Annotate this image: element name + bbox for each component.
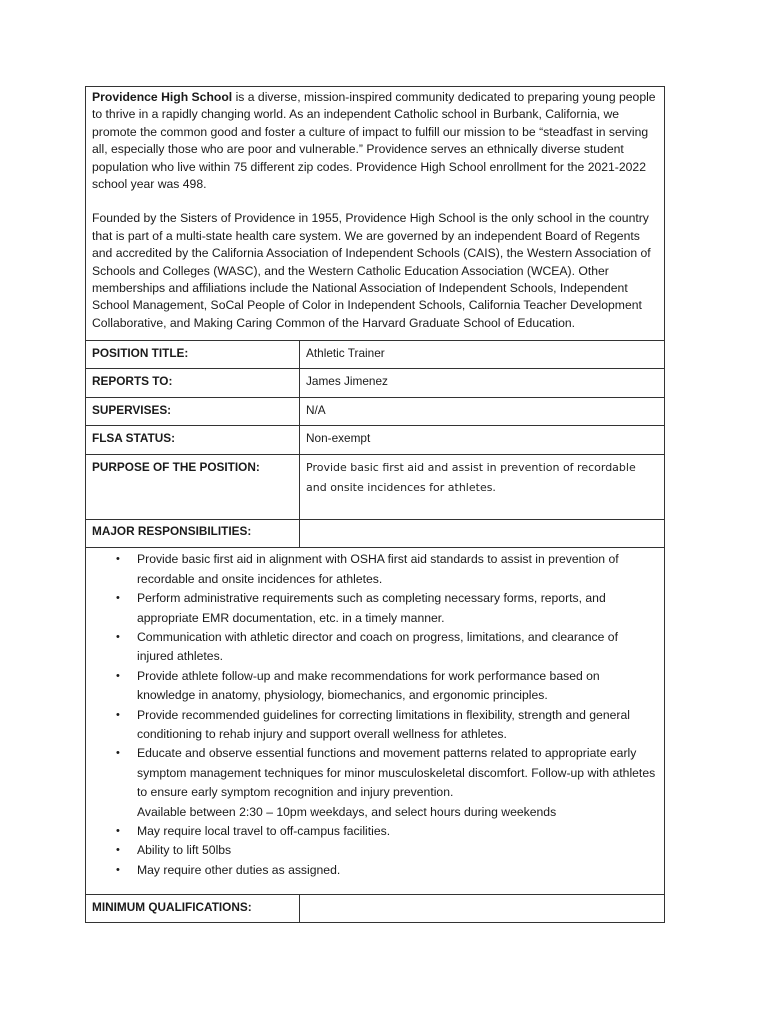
school-name: Providence High School xyxy=(92,90,233,104)
purpose-row xyxy=(86,455,664,520)
list-item xyxy=(116,589,656,628)
list-item xyxy=(116,744,656,822)
intro-paragraph-1 xyxy=(92,89,657,193)
reports-to-value: James Jimenez xyxy=(306,374,388,389)
minimum-qualifications-label: MINIMUM QUALIFICATIONS: xyxy=(86,895,300,922)
list-item xyxy=(116,706,656,745)
bullet-icon: • xyxy=(116,553,120,566)
purpose-value: Provide basic first aid and assist in prevention of recordable and onsite incidences for athletes. xyxy=(306,461,636,495)
list-item xyxy=(116,628,656,667)
intro-paragraph-1-text: is a diverse, mission-inspired community dedicated to preparing young people to thrive in a rapidly changing world. As an independent Catholic school in Burbank, California, we promote the common good and foster a culture of impact to fulfill our mission to be “steadfast in serving all, especially those who are poor and vulnerable.” Providence serves an ethnically diverse student population who live within 75 different zip codes. Providence High School enrollment for the 2021-2022 school year was 498. xyxy=(92,90,656,192)
bullet-icon: • xyxy=(116,824,120,837)
list-item-text: Perform administrative requirements such as completing necessary forms, reports, and appropriate EMR documentation, etc. in a timely manner. xyxy=(137,591,606,625)
list-item xyxy=(116,822,656,841)
list-item-text: Educate and observe essential functions and movement patterns related to appropriate early symptom management techniques for minor musculoskeletal discomfort. Follow-up with athletes to ensure early symptom recognition and injury prevention. xyxy=(137,746,656,800)
supervises-value: N/A xyxy=(306,403,326,418)
reports-to-label: REPORTS TO: xyxy=(86,369,300,397)
bullet-icon: • xyxy=(116,863,120,876)
list-item-text: Provide basic first aid in alignment with OSHA first aid standards to assist in prevention of recordable and onsite incidences for athletes. xyxy=(137,552,619,586)
list-item-text: Communication with athletic director and coach on progress, limitations, and clearance of injured athletes. xyxy=(137,629,618,664)
supervises-row xyxy=(86,398,664,426)
bullet-icon: • xyxy=(116,592,120,605)
bullet-icon: • xyxy=(116,630,120,643)
minimum-qualifications-row xyxy=(86,895,664,922)
major-responsibilities-row xyxy=(86,520,664,548)
list-item-text: May require local travel to off-campus facilities. xyxy=(137,823,391,838)
list-item-text: Provide recommended guidelines for correcting limitations in flexibility, strength and general conditioning to rehab injury and support overall wellness for athletes. xyxy=(137,707,630,741)
flsa-status-row xyxy=(86,426,664,455)
position-title-label: POSITION TITLE: xyxy=(86,341,300,368)
list-item xyxy=(116,667,656,706)
intro-section xyxy=(86,87,664,341)
purpose-label: PURPOSE OF THE POSITION: xyxy=(86,455,300,519)
minimum-qualifications-empty-cell xyxy=(300,895,664,922)
flsa-status-label: FLSA STATUS: xyxy=(86,426,300,454)
flsa-status-value: Non-exempt xyxy=(306,431,371,446)
list-item-text: Ability to lift 50lbs xyxy=(137,843,232,858)
list-item xyxy=(116,841,656,860)
supervises-label: SUPERVISES: xyxy=(86,398,300,425)
major-responsibilities-label: MAJOR RESPONSIBILITIES: xyxy=(86,520,300,547)
job-description-document xyxy=(85,86,665,923)
position-title-value: Athletic Trainer xyxy=(306,346,385,361)
list-item xyxy=(116,861,656,880)
list-item-text: May require other duties as assigned. xyxy=(137,862,341,877)
position-title-row xyxy=(86,341,664,369)
responsibilities-section xyxy=(86,548,664,895)
list-item-text: Provide athlete follow-up and make recommendations for work performance based on knowledge in anatomy, physiology, biomechanics, and ergonomic principles. xyxy=(137,668,600,703)
intro-paragraph-2: Founded by the Sisters of Providence in 1955, Providence High School is the only school in the country that is part of a multi-state health care system. We are governed by an independent Board of Regents and accredited by the California Association of Independent Schools (CAIS), the Western Association of Schools and Colleges (WASC), and the Western Catholic Education Association (WCEA). Other memberships and affiliations include the National Association of Independent Schools, Independent School Management, SoCal People of Color in Independent Schools, California Teacher Development Collaborative, and Making Caring Common of the Harvard Graduate School of Education. xyxy=(92,211,651,330)
list-item xyxy=(116,550,656,589)
responsibilities-list xyxy=(86,550,656,880)
bullet-icon: • xyxy=(116,844,120,857)
bullet-icon: • xyxy=(116,708,120,721)
bullet-icon: • xyxy=(116,669,120,682)
major-responsibilities-empty-cell xyxy=(300,520,664,547)
bullet-icon: • xyxy=(116,747,120,760)
reports-to-row xyxy=(86,369,664,398)
availability-note: Available between 2:30 – 10pm weekdays, and select hours during weekends xyxy=(137,804,557,819)
